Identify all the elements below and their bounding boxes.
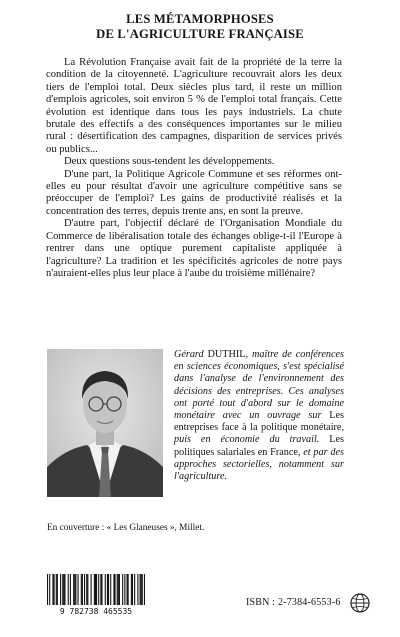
- author-biography: [174, 349, 344, 483]
- back-cover-summary: [46, 57, 342, 280]
- summary-paragraph: La Révolution Française avait fait de la propriété de la terre la condition de la citoyenneté. L'agriculture recouvrait alors les deux tiers de l'emploi total. Deux siècles plus tard, il reste un million d'emplois agricoles, soit environ 5 % de l'emploi total français. Cette évolution est identique dans tous les pays industriels. La chute brutale des effectifs a des conséquences importantes sur le milieu rural : désertification des campagnes, disparition de services privés ou publics...: [46, 57, 342, 155]
- barcode-digits: 9 782738 465535: [59, 607, 133, 616]
- summary-paragraph: D'autre part, l'objectif déclaré de l'Organisation Mondiale du Commerce de libéralisation totale des échanges oblige-t-il l'Europe à rentrer dans une optique purement capitaliste appliquée à l'agriculture? La tradition et les spécificités agricoles de notre pays n'auraient-elles plus leur place à l'aube du troisième millénaire?: [46, 218, 342, 279]
- book-title: [0, 12, 400, 42]
- bio-text: , puis en économie du travail.: [174, 422, 344, 446]
- summary-paragraph: Deux questions sous-tendent les développements.: [64, 156, 275, 168]
- title-line-1: LES MÉTAMORPHOSES: [126, 12, 274, 26]
- author-name: DUTHIL: [207, 349, 246, 360]
- cover-credit: En couverture : « Les Glaneuses », Millet.: [47, 523, 205, 533]
- isbn-number: ISBN : 2-7384-6553-6: [246, 597, 341, 608]
- bio-text: , et par des approches sectorielles, notamment sur l'agriculture.: [174, 446, 344, 483]
- globe-icon: [350, 593, 370, 613]
- bio-text: Gérard: [174, 349, 208, 360]
- author-portrait-image: [47, 349, 163, 497]
- barcode: [47, 574, 145, 616]
- book-reference: Les entreprises face à la politique monétaire: [174, 410, 344, 434]
- author-photo: [47, 349, 163, 497]
- bio-text: , maître de conférences en sciences économiques, s'est spécialisé dans l'analyse de l'environnement des décisions des entreprises. Ces analyses ont porté tout d'abord sur le domaine monétaire avec un ouvrage sur: [174, 349, 345, 422]
- title-line-2: DE L'AGRICULTURE FRANÇAISE: [96, 27, 304, 41]
- book-reference: Les politiques salariales en France: [174, 434, 344, 458]
- barcode-image: [47, 574, 145, 616]
- summary-paragraph: D'une part, la Politique Agricole Commune et ses réformes ont-elles eu pour résultat d'avoir une agriculture compétitive sans se préoccuper de l'emploi? Les gains de productivité réalisés et la concentration des terres, depuis trente ans, en sont la preuve.: [46, 168, 342, 217]
